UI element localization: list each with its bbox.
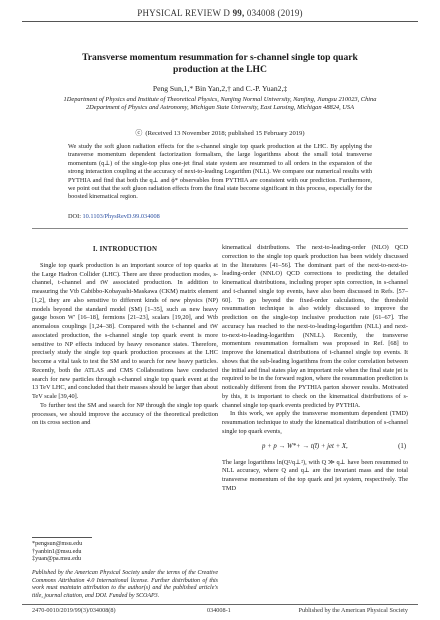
license-note: Published by the American Physical Society under the terms of the Creative Commons Attribution 4.0 International license. Further distribution of this work must maintain attribution to the author(s) and the published article's title, journal citation, and DOI. Funded by SCOAP3. [32,570,218,600]
journal-name: PHYSICAL REVIEW D [137,8,231,18]
equation-1 [222,443,408,453]
journal-volume: 99, [232,8,245,18]
author-list: Peng Sun,1,* Bin Yan,2,† and C.-P. Yuan2,‡ [152,84,288,93]
page-footer [22,607,418,617]
abstract: We study the soft gluon radiation effects for the s-channel single top quark production at the LHC. By applying the transverse momentum dependent factorization formalism, the large logarithms about the small total transverse momentum (q⊥) of the single-top plus one-jet final state system are resummed to all orders in the expansion of the strong interaction coupling at the accuracy of next-to-leading Logarithm (NLL). We compare our numerical results with PYTHIA and find that both the q⊥ and ϕ* observables from PYTHIA are consistent with our prediction. Furthermore, we point out that the soft gluon radiation effects from the final state become significant in this process, especially for the boosted kinematical region. [68,143,372,201]
received-text: (Received 13 November 2018; published 15 February 2019) [145,130,305,137]
abstract-rule [32,228,408,229]
affiliation-1: 1Department of Physics and Institute of Theoretical Physics, Nanjing Normal University, Nanjing, Jiangsu 210023, China [63,96,377,103]
right-paragraph-1: kinematical distributions. The next-to-leading-order (NLO) QCD correction to the single top quark production has been widely discussed in the literatures [41–56]. The dominant part of the next-to-next-to-leading-order (NNLO) QCD corrections to predicting the detailed kinematical distributions, including proper spin correction, in s-channel and t-channel single top events, have also been discussed in Refs. [57–60]. To go beyond the fixed-order calculations, the threshold resummation technique is also widely discussed to improve the prediction on the single-top inclusive production rate [61–67]. The accuracy has reached to the next-to-leading-logarithm (NLL) and next-to-next-to-leading-logarithm (NNLL). Recently, the transverse momentum resummation formalism was proposed in Ref. [68] to improve the kinematical distributions of t-channel single top events. It shows that the sub-leading logarithms from the color correlation between the initial and final states play an important role when the final state jet is required to be in the forward region, where the resummation prediction is noticeably different from the PYTHIA parton shower results. Motivated by this, it is important to check on the kinematical distributions of s-channel single top quark events predicted by PYTHIA. [222,244,408,409]
section-heading: I. INTRODUCTION [92,246,158,253]
intro-paragraph-2: To further test the SM and search for NP through the single top quark processes, we should improve the accuracy of the theoretical prediction on its cross section and [32,401,218,427]
footer-page-number: 034008-1 [207,607,231,614]
footer-issn: 2470-0010/2019/99(3)/034008(8) [32,607,116,614]
header-rule [22,21,418,22]
left-column [32,244,218,428]
email-footnotes [32,540,218,563]
doi-line [68,213,372,220]
right-column [222,244,408,494]
affiliations [30,96,410,113]
doi-label: DOI: [68,213,81,220]
running-head [0,8,440,18]
affiliation-2: 2Department of Physics and Astronomy, Michigan State University, East Lansing, Michigan 48824, USA [85,104,355,112]
footer-publisher: Published by the American Physical Society [298,607,408,614]
article-number: 034008 (2019) [246,8,303,18]
email-3[interactable]: ‡yuan@pa.msu.edu [32,555,82,563]
email-1[interactable]: *pengsun@msu.edu [32,540,83,547]
equation-number: (1) [398,442,406,450]
footer-rule [22,604,418,605]
received-date [30,128,410,138]
footnote-rule [32,537,92,538]
open-access-icon: ⓒ [135,129,143,137]
paper-title: Transverse momentum resummation for s-channel single top quark production at the LHC [82,52,358,75]
doi-link[interactable]: 10.1103/PhysRevD.99.034008 [82,213,160,220]
equation-body: p + p → W*+ → t(t̄) + jet + X, [262,442,348,450]
right-paragraph-3: The large logarithms ln(Q²/q⊥²), with Q ≫ q⊥ have been resummed to NLL accuracy, where Q and q⊥ are the invariant mass and the total transverse momentum of the top quark and jet system, respectively. The TMD [222,458,408,492]
email-2[interactable]: †yanbin1@msu.edu [32,547,82,555]
intro-paragraph-1: Single top quark production is an important source of top quarks at the Large Hadron Collider (LHC). There are three production modes, s-channel, t-channel and tW associated production. In addition to measuring the Vtb Cabibbo-Kobayashi-Maskawa (CKM) matrix element [1,2], they are also sensitive to different kinds of new physics (NP) models beyond the standard model (SM) [1–35], such as new heavy gauge boson W′ [16–18], fermions [21–23], scalars [19,20], and Wtb anomalous couplings [1,24–38]. Compared with the t-channel and tW associated production, the s-channel single top quark event is more sensitive to NP effects induced by heavy resonance states. Therefore, precisely study the single top quark production processes at the LHC become a vital task to test the SM and to search for new heavy particles. Recently, both the ATLAS and CMS Collaborations have conducted search for new particles through s-channel single top quark event at the 13 TeV LHC, and concluded that their masses should be larger than about TeV scale [39,40]. [32,261,218,400]
right-paragraph-2: In this work, we apply the transverse momentum dependent (TMD) resummation technique to study the kinematical distribution of s-channel single top quark events, [222,410,408,435]
